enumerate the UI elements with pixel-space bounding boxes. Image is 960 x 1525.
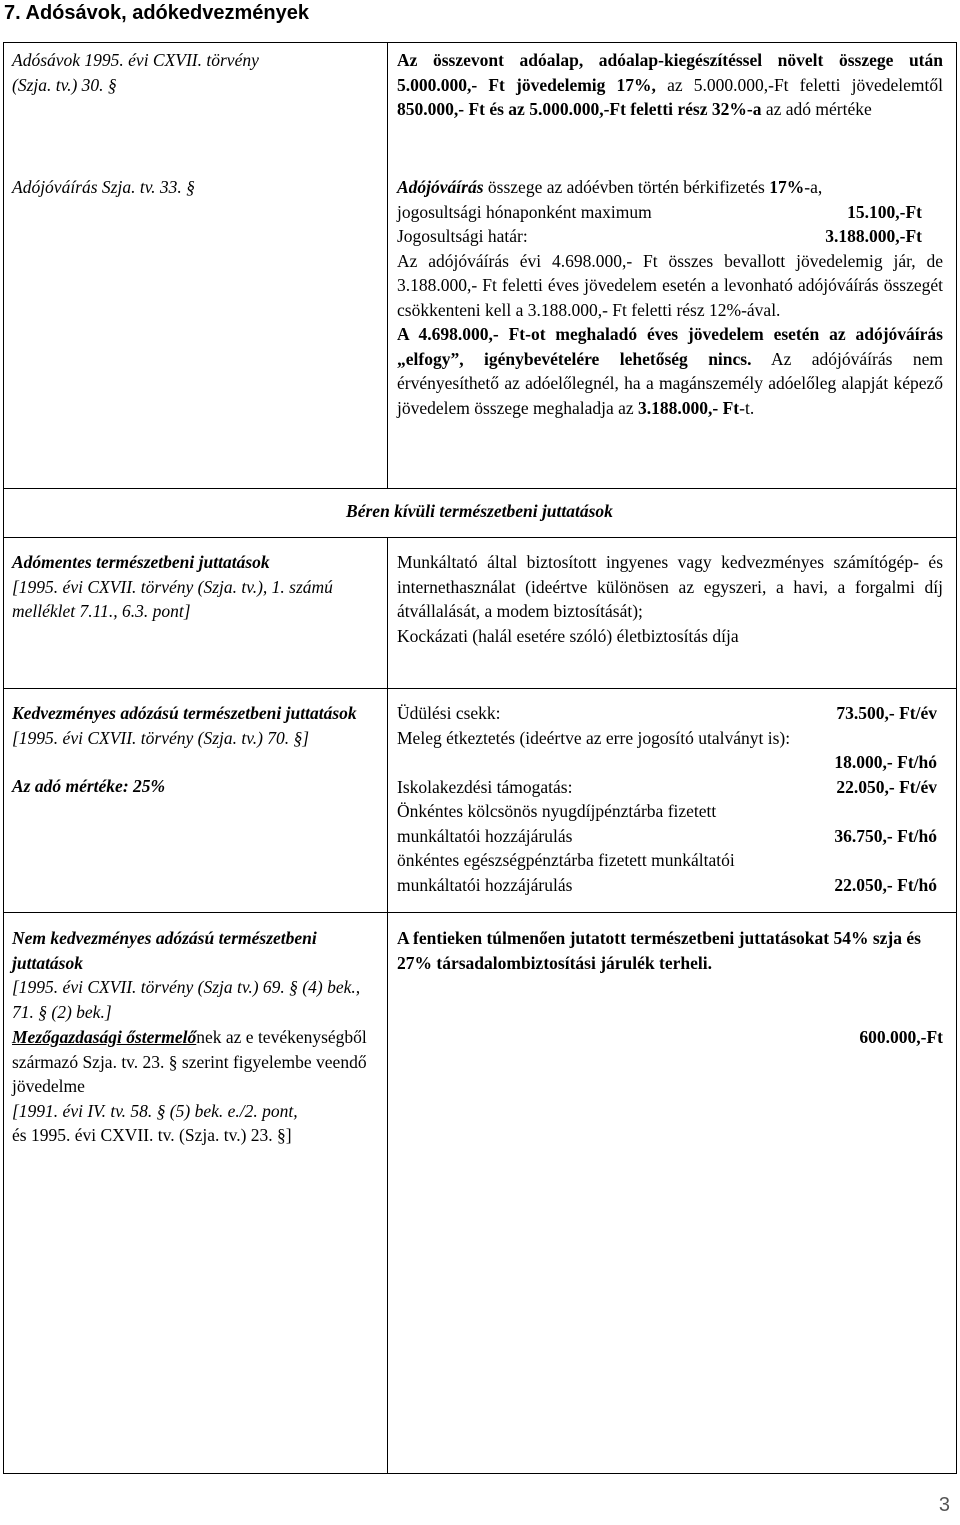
non-preferential-benefits-ref: [1995. évi CXVII. törvény (Szja tv.) 69. § (4) bek., 71. § (2) bek.] (12, 977, 361, 1022)
tax-credit-description (397, 175, 943, 420)
tax-credit-text: összege az adóévben történ bérkifizetés (483, 177, 770, 197)
section-title: Béren kívüli természetbeni juttatások (346, 501, 613, 521)
row-divider (3, 488, 956, 489)
health-fund-value: 22.050,- Ft/hó (834, 874, 937, 895)
meal-benefit-label: Meleg étkeztetés (ideértve az erre jogosító utalványt is): (397, 727, 791, 748)
holiday-voucher-value: 73.500,- Ft/év (836, 703, 937, 723)
school-start-label: Iskolakezdési támogatás: (397, 776, 573, 797)
agricultural-producer-ref: [1991. évi IV. tv. 58. § (5) bek. e./2. pont, (12, 1100, 298, 1121)
agricultural-producer-reference (12, 1025, 372, 1148)
preferential-benefits-ref: [1995. évi CXVII. törvény (Szja. tv.) 70. §] (12, 727, 310, 748)
tax-bands-bold-2: 850.000,- Ft és az 5.000.000,-Ft feletti rész 32%-a (397, 99, 762, 119)
meal-benefit-value: 18.000,- Ft/hó (834, 752, 937, 772)
health-fund-label: munkáltatói hozzájárulás (397, 874, 573, 895)
preferential-benefits-list (397, 701, 943, 897)
page-heading: 7. Adósávok, adókedvezmények (4, 2, 309, 24)
tax-free-benefits-ref: [1995. évi CXVII. törvény (Szja. tv.), 1. számú melléklet 7.11., 6.3. pont] (12, 576, 333, 621)
pension-fund-value: 36.750,- Ft/hó (834, 825, 937, 846)
agricultural-producer-text: nek az e tevékenységből származó Szja. tv. 23. § szerint figyelembe veendő jövedelme (12, 1027, 367, 1096)
agricultural-producer-amount: 600.000,-Ft (859, 1027, 943, 1047)
monthly-max-label: jogosultsági hónaponként maximum (397, 201, 652, 222)
non-preferential-benefits-title: Nem kedvezményes adózású természetbeni juttatások (12, 928, 317, 973)
preferential-benefits-title: Kedvezményes adózású természetbeni juttatások (12, 703, 357, 723)
tax-free-benefits-title: Adómentes természetbeni juttatások (12, 552, 270, 572)
preferential-tax-rate: Az adó mértéke: 25% (12, 776, 166, 796)
tax-bands-text: az 5.000.000,-Ft feletti jövedelemtől (655, 74, 943, 95)
tax-free-benefits-description (397, 550, 943, 648)
tax-credit-reduction-text: Az adójóváírás évi 4.698.000,- Ft összes bevallott jövedelemig jár, de 3.188.000,- Ft feletti éves jövedelem esetén a levonható adójóváírás összegét csökkenteni kell a 3.188.000,- Ft feletti rész 12%-ával. (397, 250, 943, 320)
tax-bands-reference (12, 48, 372, 97)
tax-credit-advance-text: Az adójóváírás nem érvényesíthető az adóelőlegnél, ha a magánszemély adóelőleg alapját képező jövedelem összege meghaladja az (397, 348, 943, 418)
non-preferential-benefits-description: A fentieken túlmenően jutatott természetbeni juttatásokat 54% szja és 27% társadalombiztosítási járulék terheli. (397, 928, 921, 973)
row-divider (3, 912, 956, 913)
pension-fund-label-line: Önkéntes kölcsönös nyugdíjpénztárba fizetett (397, 801, 717, 821)
tax-credit-advance-text-2: -t. (739, 397, 755, 418)
computer-internet-benefit: Munkáltató által biztosított ingyenes vagy kedvezményes számítógép- és internethasználat (ideértve különösen az egyszeri, a havi, a forgalmi díj átvállalását, a modem biztosítását); (397, 552, 943, 621)
school-start-value: 22.050,- Ft/év (836, 776, 937, 797)
health-fund-label-line: önkéntes egészségpénztárba fizetett munkáltatói (397, 850, 735, 870)
life-insurance-benefit: Kockázati (halál esetére szóló) életbiztosítás díja (397, 625, 739, 646)
eligibility-limit-value: 3.188.000,-Ft (825, 226, 922, 246)
tax-credit-percent: 17% (769, 177, 805, 197)
tax-bands-reference-line: Adósávok 1995. évi CXVII. törvény (12, 50, 259, 70)
tax-credit-reference: Adójóváírás Szja. tv. 33. § (12, 177, 195, 197)
tax-credit-threshold: 3.188.000,- Ft (638, 397, 740, 418)
tax-bands-description (397, 48, 943, 122)
column-divider (387, 42, 388, 488)
agricultural-producer-ref-2: és 1995. évi CXVII. tv. (Szja. tv.) 23. §] (12, 1125, 292, 1145)
column-divider (387, 537, 388, 1473)
tax-bands-text-2: az adó mértéke (761, 99, 872, 119)
page-number: 3 (938, 1494, 950, 1516)
tax-free-benefits-reference (12, 550, 372, 624)
tax-credit-term: Adójóváírás (397, 177, 484, 197)
holiday-voucher-label: Üdülési csekk: (397, 703, 501, 723)
tax-bands-bold: Az összevont adóalap, adóalap-kiegészítéssel növelt összege után 5.000.000,- Ft jövedelemig 17%, (397, 50, 943, 95)
row-divider (3, 688, 956, 689)
row-divider (3, 537, 956, 538)
tax-bands-reference-line: (Szja. tv.) 30. § (12, 74, 117, 95)
non-preferential-benefits-reference (12, 926, 372, 1024)
tax-credit-text-2: -a, (804, 177, 823, 197)
pension-fund-label: munkáltatói hozzájárulás (397, 825, 573, 846)
agricultural-producer-title: Mezőgazdasági őstermelő (12, 1027, 197, 1047)
monthly-max-value: 15.100,-Ft (847, 201, 922, 222)
preferential-benefits-reference (12, 701, 372, 799)
eligibility-limit-label: Jogosultsági határ: (397, 226, 528, 246)
tax-credit-exhausted: A 4.698.000,- Ft-ot meghaladó éves jövedelem esetén az adójóváírás „elfogy”, igénybevételére lehetőség nincs. (397, 324, 943, 369)
